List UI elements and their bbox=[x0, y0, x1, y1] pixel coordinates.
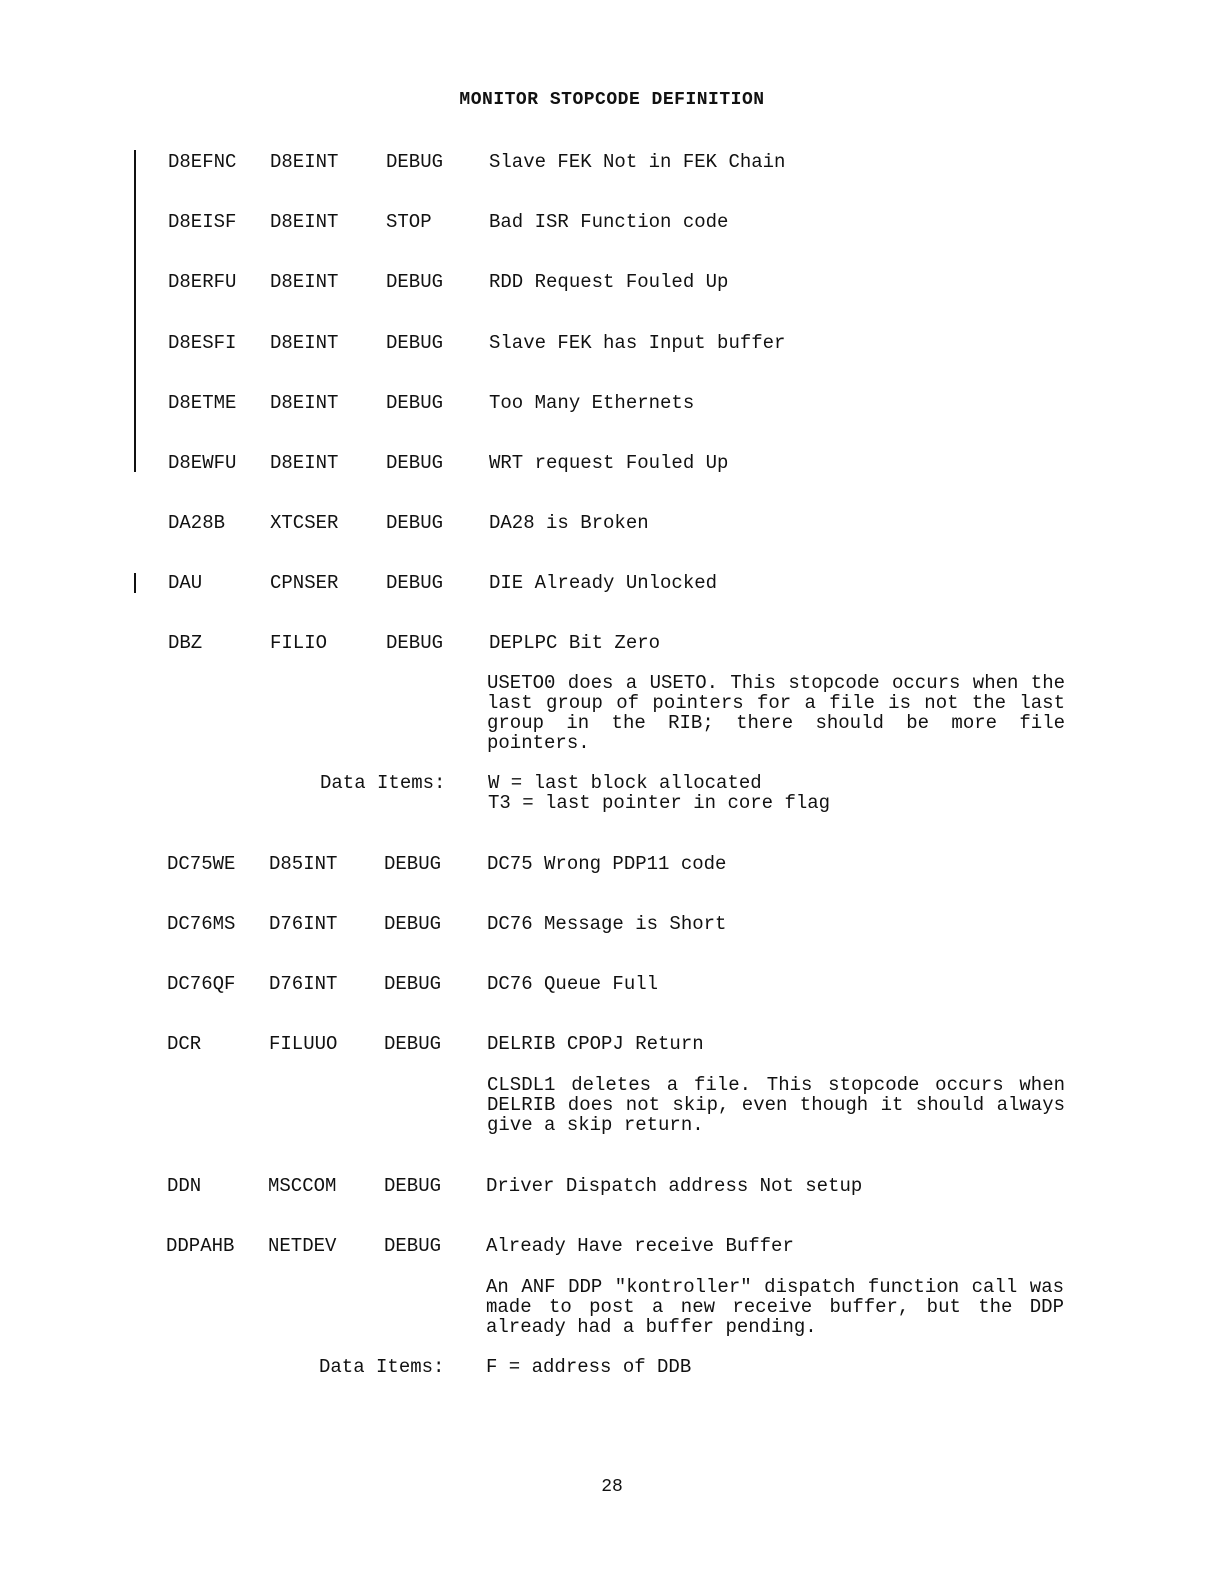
stopcode-type: DEBUG bbox=[386, 392, 444, 414]
stopcode-row bbox=[0, 152, 1224, 174]
data-item: F = address of DDB bbox=[486, 1356, 692, 1378]
stopcode-description: Slave FEK has Input buffer bbox=[489, 332, 786, 354]
stopcode-type: DEBUG bbox=[386, 572, 444, 594]
stopcode-row bbox=[0, 1034, 1224, 1056]
stopcode-row bbox=[0, 1236, 1224, 1258]
stopcode-row bbox=[0, 914, 1224, 936]
stopcode-name: DC75WE bbox=[167, 853, 236, 875]
stopcode-type: DEBUG bbox=[386, 332, 444, 354]
stopcode-description: Bad ISR Function code bbox=[489, 211, 729, 233]
stopcode-type: DEBUG bbox=[384, 973, 442, 995]
stopcode-name: DC76MS bbox=[167, 913, 236, 935]
stopcode-row bbox=[0, 854, 1224, 876]
stopcode-name: DA28B bbox=[168, 512, 226, 534]
stopcode-type: DEBUG bbox=[384, 1175, 442, 1197]
stopcode-module: D76INT bbox=[269, 913, 338, 935]
data-items-label: Data Items: bbox=[319, 1356, 445, 1378]
stopcode-name: D8EISF bbox=[168, 211, 237, 233]
stopcode-explanation: USETO0 does a USETO. This stopcode occurs when the last group of pointers for a file is not the last group in the RIB; there should be more file pointers. bbox=[487, 672, 1065, 754]
stopcode-row bbox=[0, 633, 1224, 655]
stopcode-type: DEBUG bbox=[386, 151, 444, 173]
stopcode-module: D8EINT bbox=[270, 392, 339, 414]
stopcode-description: DELRIB CPOPJ Return bbox=[487, 1033, 704, 1055]
stopcode-description: DC76 Message is Short bbox=[487, 913, 727, 935]
stopcode-type: DEBUG bbox=[386, 512, 444, 534]
stopcode-type: DEBUG bbox=[384, 1235, 442, 1257]
stopcode-module: D8EINT bbox=[270, 211, 339, 233]
stopcode-explanation: An ANF DDP "kontroller" dispatch function call was made to post a new receive buffer, but the DDP already had a buffer pending. bbox=[486, 1276, 1064, 1338]
stopcode-name: DBZ bbox=[168, 632, 203, 654]
stopcode-name: D8ERFU bbox=[168, 271, 237, 293]
stopcode-description: DC75 Wrong PDP11 code bbox=[487, 853, 727, 875]
stopcode-name: DC76QF bbox=[167, 973, 236, 995]
stopcode-row bbox=[0, 1176, 1224, 1198]
stopcode-description: WRT request Fouled Up bbox=[489, 452, 729, 474]
stopcode-type: DEBUG bbox=[386, 632, 444, 654]
stopcode-module: D8EINT bbox=[270, 452, 339, 474]
stopcode-name: DDN bbox=[167, 1175, 202, 1197]
data-items-list bbox=[488, 773, 830, 813]
stopcode-row bbox=[0, 513, 1224, 535]
stopcode-row bbox=[0, 272, 1224, 294]
stopcode-description: Too Many Ethernets bbox=[489, 392, 695, 414]
data-items-label: Data Items: bbox=[320, 772, 446, 794]
stopcode-row bbox=[0, 333, 1224, 355]
stopcode-module: D85INT bbox=[269, 853, 338, 875]
stopcode-description: DC76 Queue Full bbox=[487, 973, 659, 995]
stopcode-type: DEBUG bbox=[384, 853, 442, 875]
stopcode-row bbox=[0, 212, 1224, 234]
stopcode-row bbox=[0, 393, 1224, 415]
page-title: MONITOR STOPCODE DEFINITION bbox=[459, 90, 765, 110]
stopcode-row bbox=[0, 974, 1224, 996]
stopcode-name: D8ESFI bbox=[168, 332, 237, 354]
stopcode-module: FILUUO bbox=[269, 1033, 338, 1055]
data-item: T3 = last pointer in core flag bbox=[488, 792, 831, 814]
stopcode-row bbox=[0, 453, 1224, 475]
stopcode-name: DDPAHB bbox=[166, 1235, 235, 1257]
page-number: 28 bbox=[601, 1477, 623, 1497]
change-bar bbox=[134, 150, 136, 472]
stopcode-description: Already Have receive Buffer bbox=[486, 1235, 794, 1257]
stopcode-description: Driver Dispatch address Not setup bbox=[486, 1175, 863, 1197]
stopcode-name: D8ETME bbox=[168, 392, 237, 414]
stopcode-row bbox=[0, 573, 1224, 595]
stopcode-type: DEBUG bbox=[386, 452, 444, 474]
stopcode-module: D8EINT bbox=[270, 151, 339, 173]
stopcode-type: DEBUG bbox=[386, 271, 444, 293]
stopcode-module: NETDEV bbox=[268, 1235, 337, 1257]
stopcode-description: RDD Request Fouled Up bbox=[489, 271, 729, 293]
stopcode-type: STOP bbox=[386, 211, 432, 233]
stopcode-name: DCR bbox=[167, 1033, 202, 1055]
data-items-list bbox=[486, 1357, 691, 1377]
stopcode-module: XTCSER bbox=[270, 512, 339, 534]
stopcode-name: DAU bbox=[168, 572, 203, 594]
stopcode-description: Slave FEK Not in FEK Chain bbox=[489, 151, 786, 173]
stopcode-description: DEPLPC Bit Zero bbox=[489, 632, 661, 654]
stopcode-module: D8EINT bbox=[270, 271, 339, 293]
stopcode-module: CPNSER bbox=[270, 572, 339, 594]
stopcode-module: D8EINT bbox=[270, 332, 339, 354]
stopcode-description: DA28 is Broken bbox=[489, 512, 649, 534]
stopcode-explanation: CLSDL1 deletes a file. This stopcode occurs when DELRIB does not skip, even though it should always give a skip return. bbox=[487, 1074, 1065, 1136]
data-item: W = last block allocated bbox=[488, 772, 762, 794]
stopcode-name: D8EFNC bbox=[168, 151, 237, 173]
stopcode-module: MSCCOM bbox=[268, 1175, 337, 1197]
stopcode-type: DEBUG bbox=[384, 913, 442, 935]
stopcode-name: D8EWFU bbox=[168, 452, 237, 474]
stopcode-type: DEBUG bbox=[384, 1033, 442, 1055]
stopcode-module: D76INT bbox=[269, 973, 338, 995]
stopcode-module: FILIO bbox=[270, 632, 328, 654]
stopcode-description: DIE Already Unlocked bbox=[489, 572, 718, 594]
